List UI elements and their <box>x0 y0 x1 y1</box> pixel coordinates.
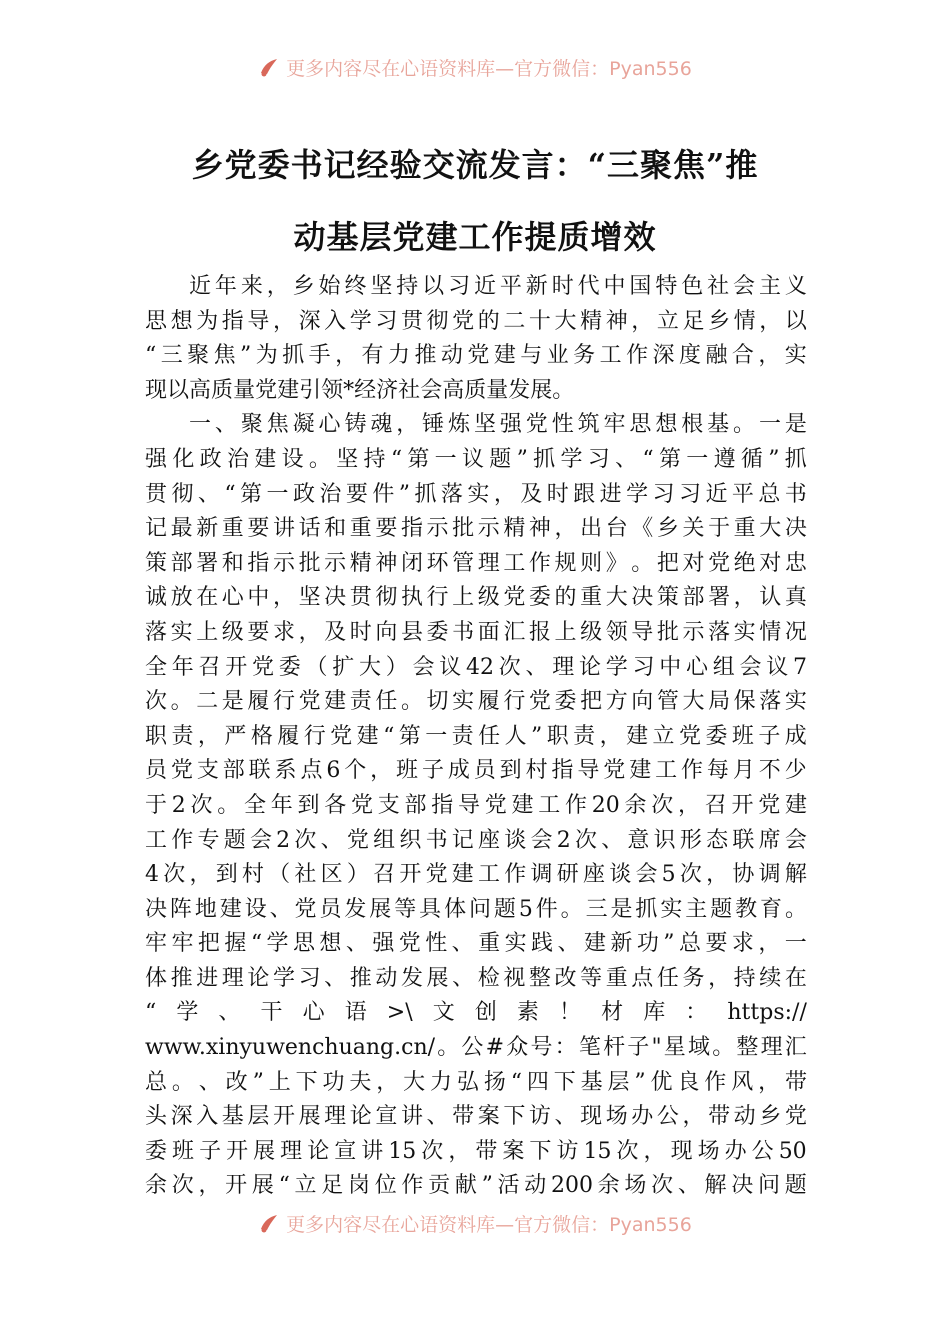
watermark-text: 更多内容尽在心语资料库—官方微信：Pyan556 <box>286 1213 692 1236</box>
body-line: 强 化 政 治 建 设 。 坚 持 “ 第 一 议 题 ” 抓 学 习 、 “ 第 一 遵 循 ” 抓 <box>145 446 807 472</box>
body-line: 次 。 二 是 履 行 党 建 责 任 。 切 实 履 行 党 委 把 方 向 管 大 局 保 落 实 <box>145 689 807 715</box>
body-line: 诚 放 在 心 中 ， 坚 决 贯 彻 执 行 上 级 党 委 的 重 大 决 策 部 署 ， 认 真 <box>145 585 807 611</box>
body-line: “ 三 聚 焦 ” 为 抓 手 ， 有 力 推 动 党 建 与 业 务 工 作 深 度 融 合 ， 实 <box>145 343 807 369</box>
body-line: “ 学 、 干 心 语 >\ 文 创 素 ！ 材 库 ： https:// <box>145 1000 807 1026</box>
body-line: 余 次 ， 开 展 “ 立 足 岗 位 作 贡 献 ” 活 动 200 余 场 次 、 解 决 问 题 <box>145 1173 807 1199</box>
body-line: 头 深 入 基 层 开 展 理 论 宣 讲 、 带 案 下 访 、 现 场 办 公 ， 带 动 乡 党 <box>145 1104 807 1130</box>
body-line: 牢 牢 把 握 “ 学 思 想 、 强 党 性 、 重 实 践 、 建 新 功 ” 总 要 求 ， 一 <box>145 931 807 957</box>
body-line: 记 最 新 重 要 讲 话 和 重 要 指 示 批 示 精 神 ， 出 台 《 乡 关 于 重 大 决 <box>145 516 807 542</box>
body-line: 决 阵 地 建 设 、 党 员 发 展 等 具 体 问 题 5 件 。 三 是 抓 实 主 题 教 育 。 <box>145 896 807 922</box>
brush-logo-icon <box>258 1212 280 1234</box>
document-title-line-2: 动基层党建工作提质增效 <box>293 218 657 256</box>
footer-watermark <box>0 1210 950 1236</box>
body-line: 现 以 高 质 量 党 建 引 领 * 经 济 社 会 高 质 量 发 展 。 <box>145 377 575 403</box>
body-line: 总 。 、 改 ” 上 下 功 夫 ， 大 力 弘 扬 “ 四 下 基 层 ” 优 良 作 风 ， 带 <box>145 1069 807 1095</box>
document-body <box>145 270 807 1204</box>
brush-logo-icon <box>258 56 280 78</box>
document-title-line-1: 乡党委书记经验交流发言：“三聚焦”推 <box>191 146 759 184</box>
body-line: 近 年 来 ， 乡 始 终 坚 持 以 习 近 平 新 时 代 中 国 特 色 社 会 主 义 <box>189 274 807 299</box>
watermark-text: 更多内容尽在心语资料库—官方微信：Pyan556 <box>286 57 692 80</box>
body-line: 落 实 上 级 要 求 ， 及 时 向 县 委 书 面 汇 报 上 级 领 导 批 示 落 实 情 况 <box>145 619 807 645</box>
body-line: 员 党 支 部 联 系 点 6 个 ， 班 子 成 员 到 村 指 导 党 建 工 作 每 月 不 少 <box>145 758 807 784</box>
body-line: 贯 彻 、 “ 第 一 政 治 要 件 ” 抓 落 实 ， 及 时 跟 进 学 习 习 近 平 总 书 <box>145 481 807 507</box>
body-line: 职 责 ， 严 格 履 行 党 建 “ 第 一 责 任 人 ” 职 责 ， 建 立 党 委 班 子 成 <box>145 723 807 749</box>
body-line: www.xinyuwenchuang.cn/ 。 公 # 众 号 ： 笔 杆 子 " 星 域 。 整 理 汇 <box>145 1035 807 1061</box>
body-line: 全 年 召 开 党 委 （ 扩 大 ） 会 议 42 次 、 理 论 学 习 中 心 组 会 议 7 <box>145 654 807 680</box>
body-line: 思 想 为 指 导 ， 深 入 学 习 贯 彻 党 的 二 十 大 精 神 ， 立 足 乡 情 ， 以 <box>145 308 807 334</box>
body-line: 工 作 专 题 会 2 次 、 党 组 织 书 记 座 谈 会 2 次 、 意 识 形 态 联 席 会 <box>145 827 807 853</box>
body-line: 体 推 进 理 论 学 习 、 推 动 发 展 、 检 视 整 改 等 重 点 任 务 ， 持 续 在 <box>145 965 807 991</box>
body-line: 于 2 次 。 全 年 到 各 党 支 部 指 导 党 建 工 作 20 余 次 ， 召 开 党 建 <box>145 792 807 818</box>
body-line: 一 、 聚 焦 凝 心 铸 魂 ， 锤 炼 坚 强 党 性 筑 牢 思 想 根 基 。 一 是 <box>189 412 807 438</box>
body-line: 4 次 ， 到 村 （ 社 区 ） 召 开 党 建 工 作 调 研 座 谈 会 5 次 ， 协 调 解 <box>145 862 807 888</box>
body-line: 委 班 子 开 展 理 论 宣 讲 15 次 ， 带 案 下 访 15 次 ， 现 场 办 公 50 <box>145 1138 807 1164</box>
header-watermark <box>0 54 950 80</box>
body-line: 策 部 署 和 指 示 批 示 精 神 闭 环 管 理 工 作 规 则 》 。 把 对 党 绝 对 忠 <box>145 550 807 576</box>
